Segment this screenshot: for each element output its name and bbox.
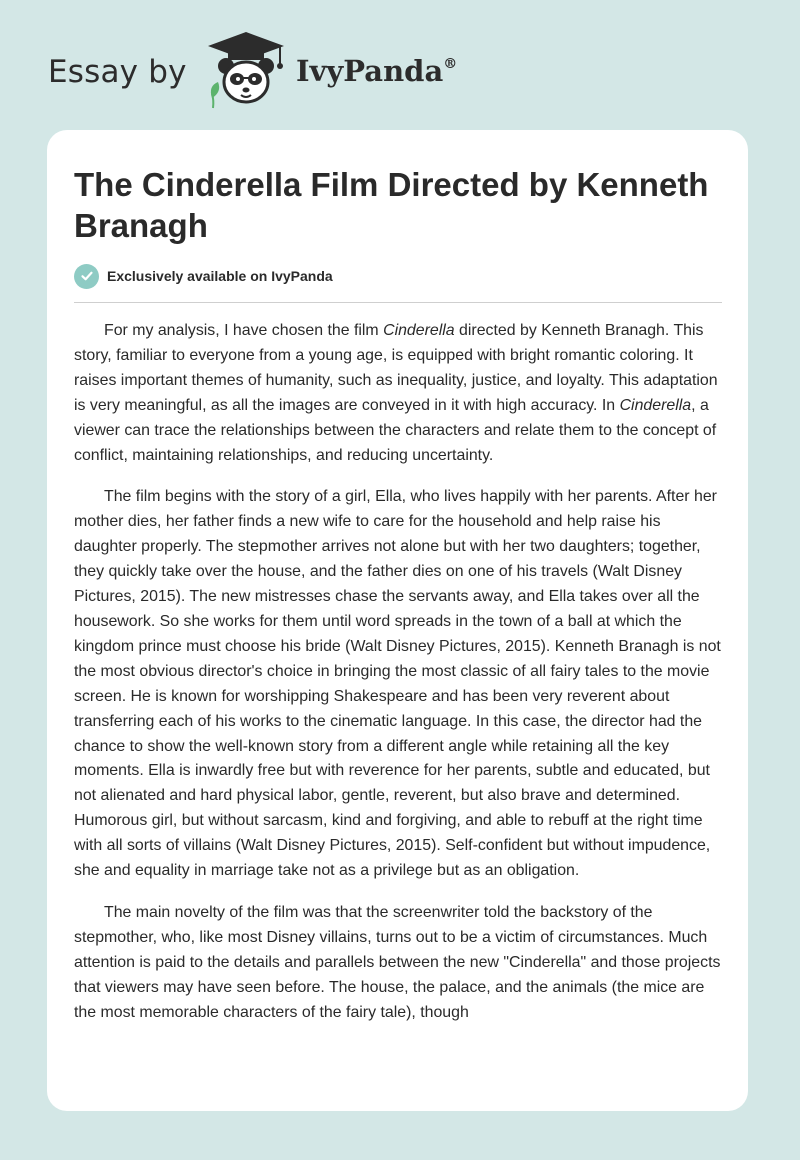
essay-paragraph (74, 319, 724, 468)
film-title-italic: Cinderella (619, 396, 692, 414)
paragraph-segment: The main novelty of the film was that the screenwriter told the backstory of the stepmother, who, like most Disney villains, turns out to be a victim of circumstances. Much attention is paid to the details and parallels between the new "Cinderella" and those projects that viewers may have seen before. The house, the palace, and the animals (the mice are the most memorable characters of the fairy tale), though (74, 903, 721, 1021)
divider (74, 302, 722, 303)
essay-body (74, 319, 724, 1042)
essay-title: The Cinderella Film Directed by Kenneth Branagh (74, 166, 709, 244)
film-title-italic: Cinderella (383, 322, 455, 339)
paragraph-segment: directed by Kenneth Branagh. This story, familiar to everyone from a young age, is equipped with bright romantic coloring. It raises important themes of humanity, such as inequality, justice, and loyalty. This adaptation is very meaningful, as all the images are conveyed in it with high accuracy. In (74, 322, 718, 414)
paragraph-segment: The film begins with the story of a girl, Ella, who lives happily with her parents. After her mother dies, her father finds a new wife to care for the household and help raise his daughter properly. The stepmother arrives not alone but with her two daughters; together, they quickly take over the house, and the father dies on one of his travels (Walt Disney Pictures, 2015). The new mistresses chase the servants away, and Ella takes over all the housework. So she works for them until word spreads in the town of a ball at which the kingdom prince must choose his bride (Walt Disney Pictures, 2015). Kenneth Branagh is not the most obvious director's choice in bringing the most classic of all fairy tales to the movie screen. He is known for worshipping Shakespeare and has been very reverent about transferring each of his works to the cinematic language. In this case, the director had the chance to show the well-known story from a different angle while retaining all the key moments. Ella is inwardly free but with reverence for her parents, subtle and educated, but not alienated and hard physical labor, gentle, reverent, but also brave and determined. Humorous girl, but without sarcasm, kind and forgiving, and able to rebuff at the right time with all sorts of villains (Walt Disney Pictures, 2015). Self-confident but without impudence, she and equality in marriage take not as a privilege but as an obligation. (74, 488, 721, 880)
brand-name[interactable] (296, 54, 457, 88)
site-header (48, 26, 748, 116)
essay-paragraph (74, 901, 724, 1026)
registered-mark: ® (443, 56, 458, 72)
essay-by-label: Essay by (48, 54, 187, 90)
exclusive-badge (74, 263, 333, 289)
brand-text: IvyPanda (296, 54, 444, 88)
check-circle-icon (74, 264, 99, 289)
paragraph-segment: For my analysis, I have chosen the film (104, 322, 384, 339)
paragraph-segment: , a viewer can trace the relationships between the characters and relate them to the concept of conflict, maintaining relationships, and reducing uncertainty. (74, 396, 717, 464)
panda-graduate-logo-icon[interactable] (204, 26, 288, 110)
essay-card (47, 130, 748, 1111)
badge-label: Exclusively available on IvyPanda (107, 268, 333, 284)
essay-paragraph (74, 485, 724, 884)
